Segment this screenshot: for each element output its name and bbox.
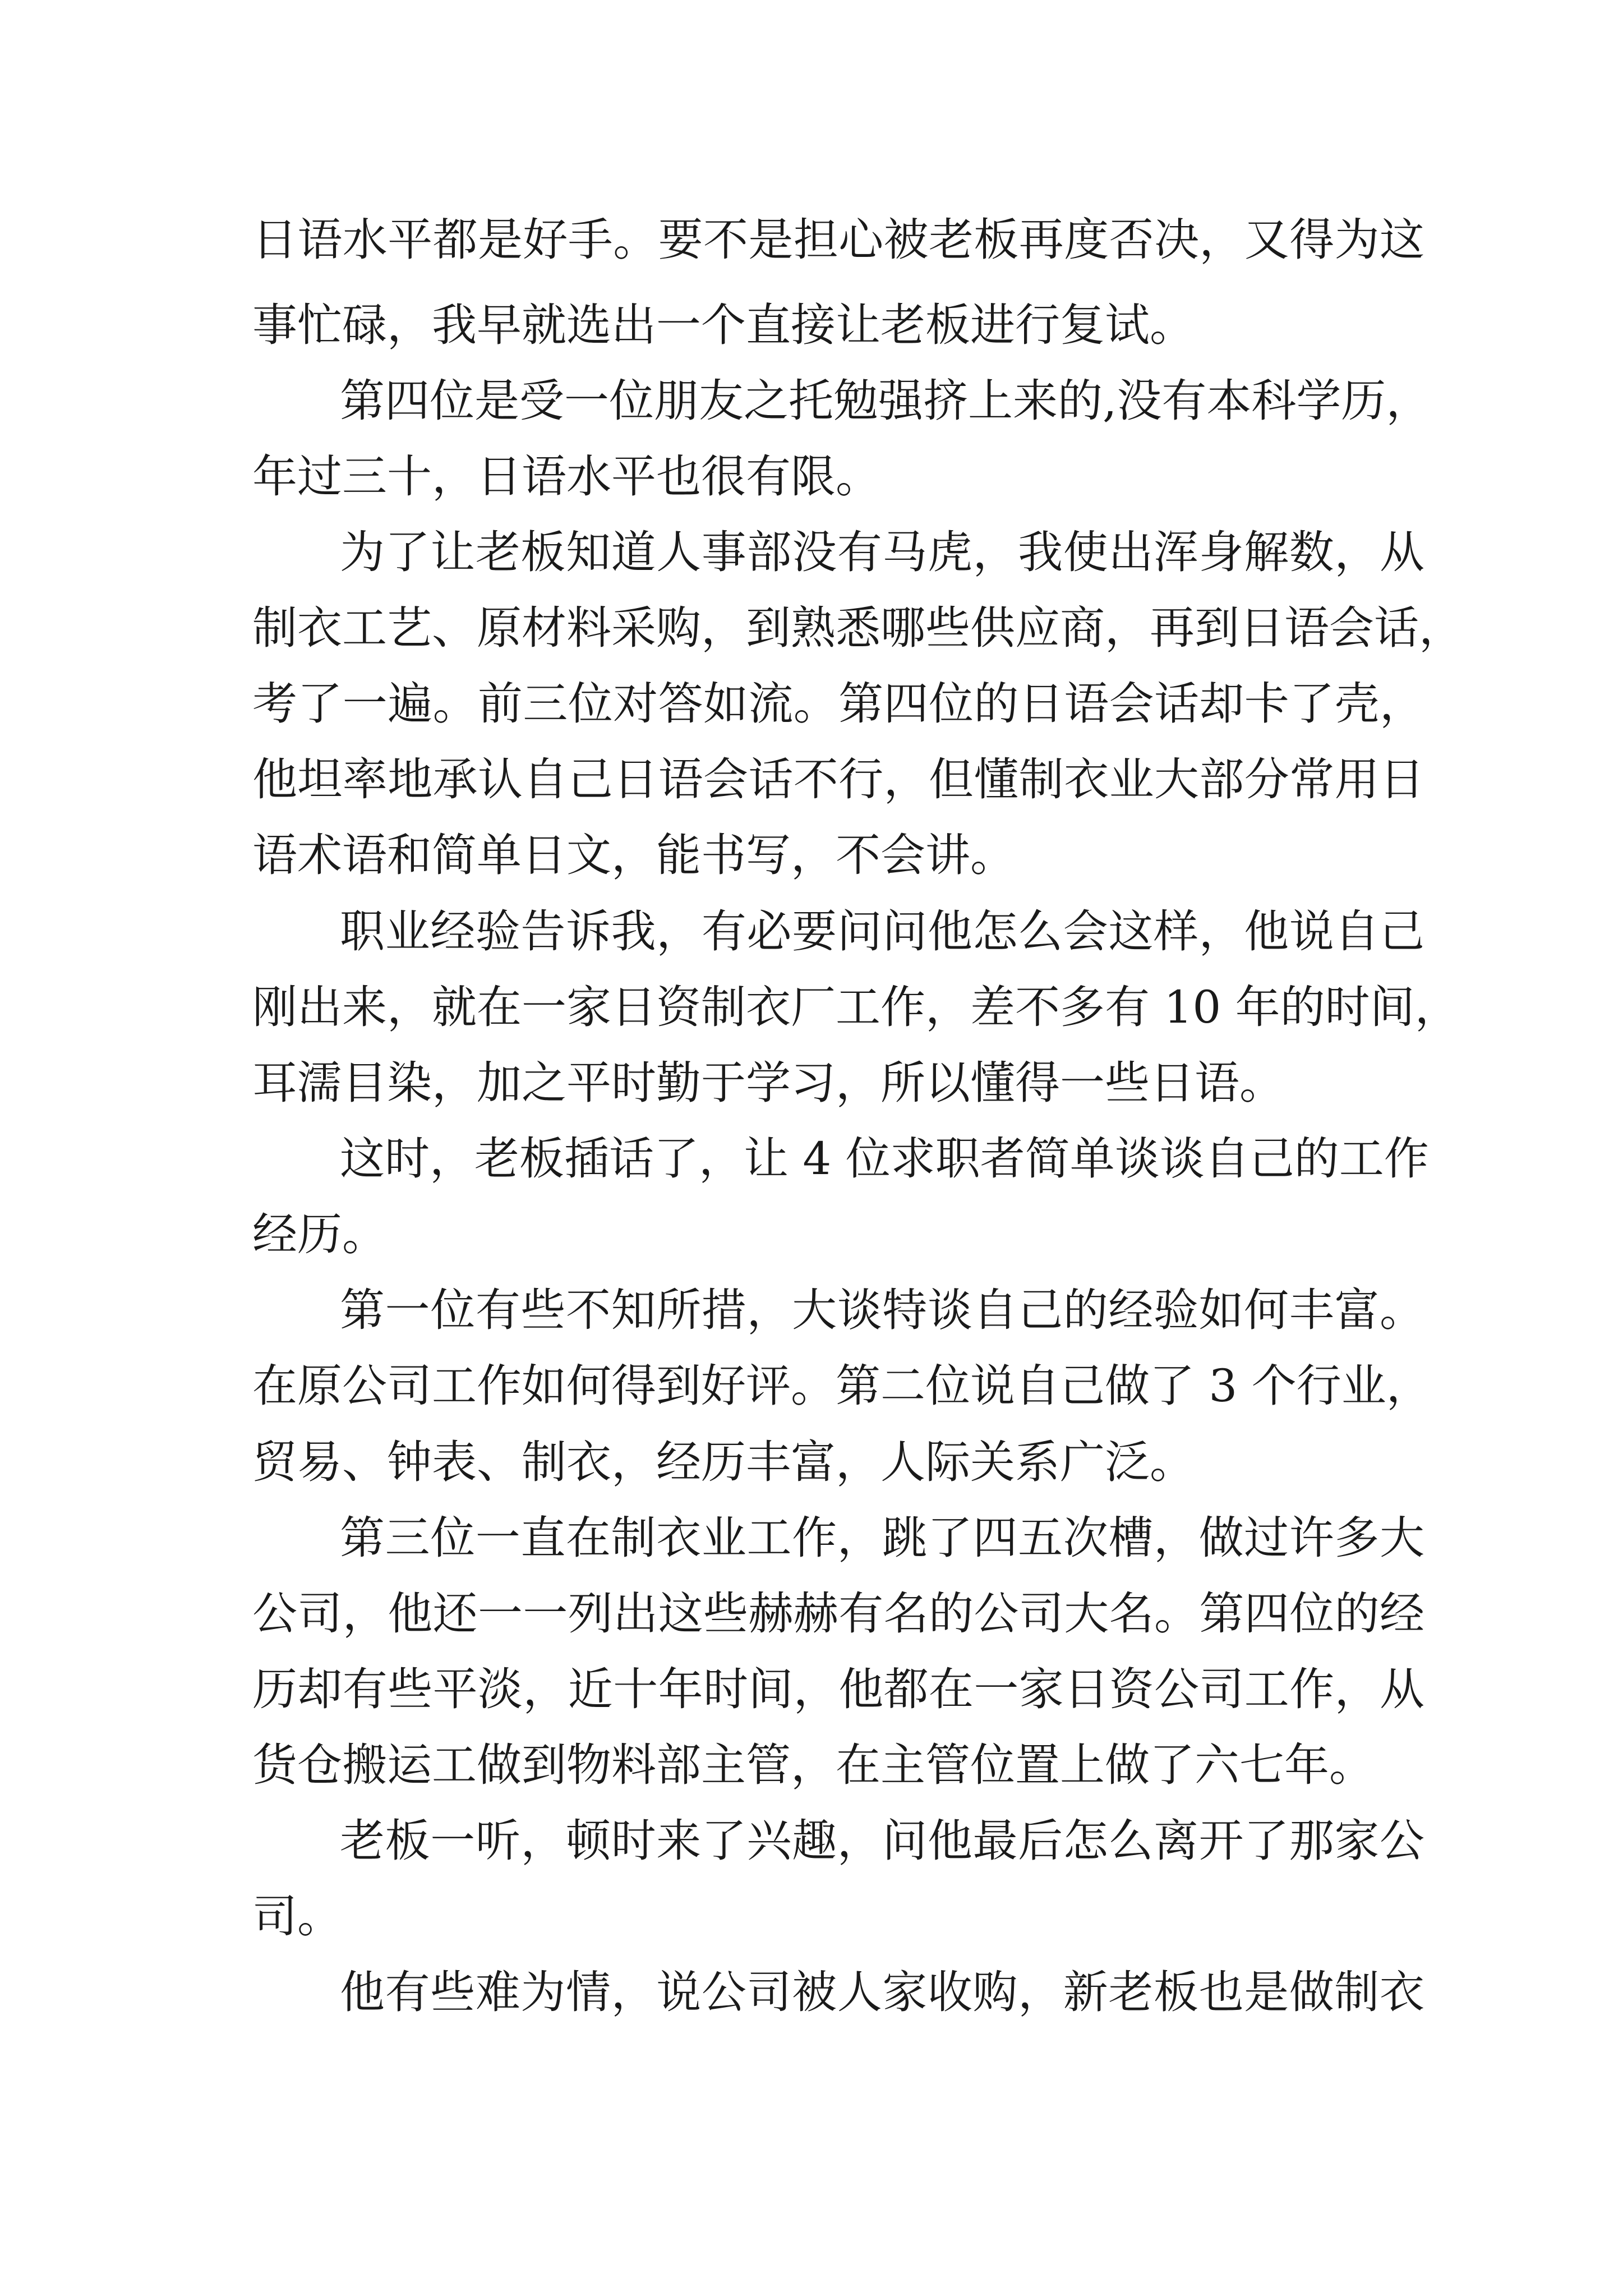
paragraph-first-line: 为了让老板知道人事部没有马虎，我使出浑身解数，从 <box>340 526 1424 578</box>
paragraph-first-line: 职业经验告诉我，有必要问问他怎么会这样，他说自己 <box>340 905 1424 958</box>
paragraph-first-line: 他有些难为情，说公司被人家收购，新老板也是做制衣 <box>340 1966 1424 2018</box>
paragraph-first-line: 老板一听，顿时来了兴趣，问他最后怎么离开了那家公 <box>340 1815 1424 1867</box>
paragraph-first-line: 这时，老板插话了，让 4 位求职者简单谈谈自己的工作 <box>340 1133 1429 1185</box>
text-line: 在原公司工作如何得到好评。第二位说自己做了 3 个行业， <box>252 1360 1431 1412</box>
text-line: 公司，他还一一列出这些赫赫有名的公司大名。第四位的经 <box>252 1588 1424 1640</box>
text-line: 语术语和简单日文，能书写，不会讲。 <box>252 829 1015 881</box>
text-line: 年过三十，日语水平也很有限。 <box>252 450 880 503</box>
text-line: 历却有些平淡，近十年时间，他都在一家日资公司工作，从 <box>252 1663 1424 1715</box>
text-line: 日语水平都是好手。要不是担心被老板再度否决，又得为这 <box>252 214 1424 266</box>
text-line: 经历。 <box>252 1208 387 1260</box>
text-line: 他坦率地承认自己日语会话不行，但懂制衣业大部分常用日 <box>252 753 1424 806</box>
text-line: 货仓搬运工做到物料部主管，在主管位置上做了六七年。 <box>252 1739 1374 1791</box>
paragraph-first-line: 第四位是受一位朋友之托勉强挤上来的,没有本科学历， <box>340 375 1431 427</box>
text-line: 贸易、钟表、制衣，经历丰富，人际关系广泛。 <box>252 1436 1195 1488</box>
paragraph-first-line: 第三位一直在制衣业工作，跳了四五次槽，做过许多大 <box>340 1512 1424 1564</box>
text-line: 考了一遍。前三位对答如流。第四位的日语会话却卡了壳， <box>252 678 1424 730</box>
text-line: 事忙碌，我早就选出一个直接让老板进行复试。 <box>252 299 1195 351</box>
paragraph-first-line: 第一位有些不知所措，大谈特谈自己的经验如何丰富。 <box>340 1284 1424 1336</box>
text-line: 司。 <box>252 1890 342 1943</box>
text-line: 耳濡目染，加之平时勤于学习，所以懂得一些日语。 <box>252 1057 1284 1109</box>
text-line: 制衣工艺、原材料采购，到熟悉哪些供应商，再到日语会话， <box>252 602 1464 654</box>
text-line: 刚出来，就在一家日资制衣厂工作，差不多有 10 年的时间， <box>252 981 1460 1033</box>
